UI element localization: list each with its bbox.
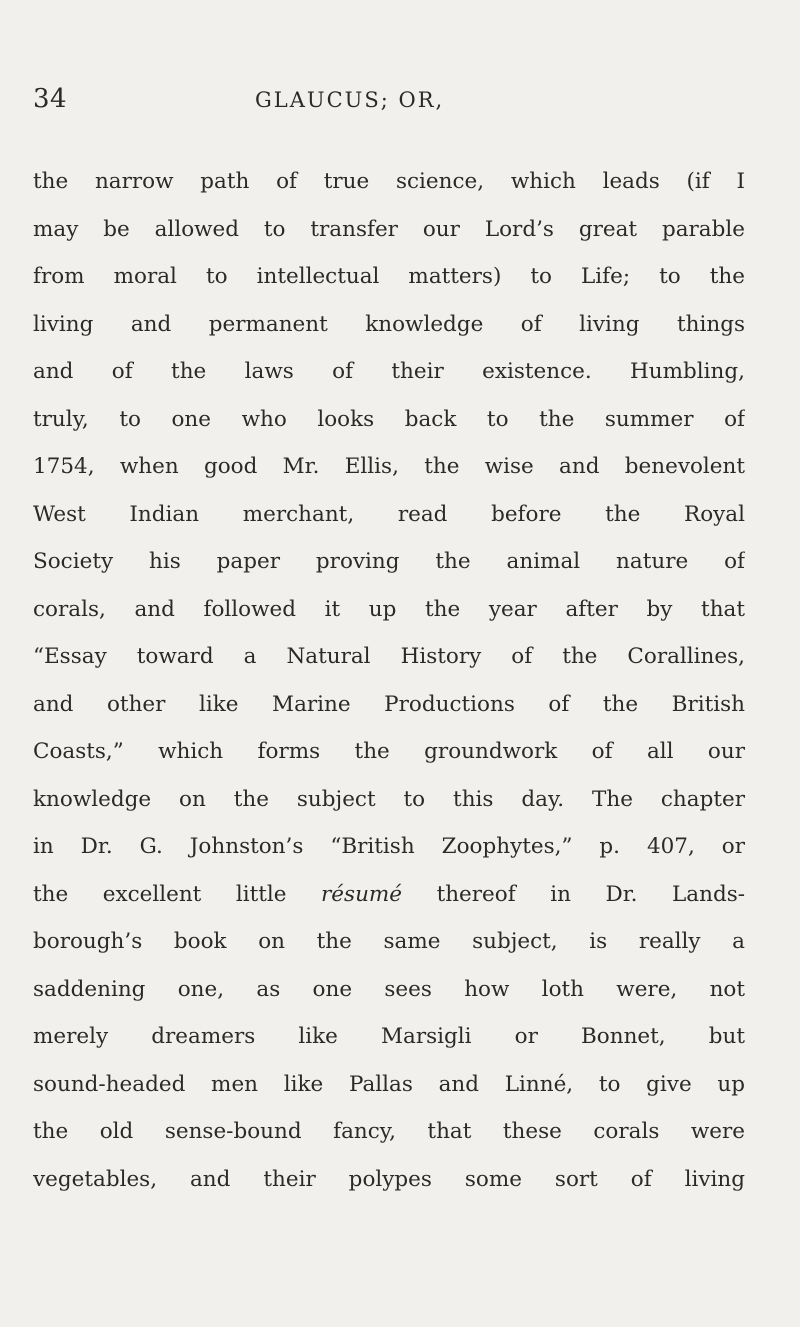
text-line: Coasts,” which forms the groundwork of all our: [33, 739, 745, 764]
text-line: and other like Marine Productions of the British: [33, 691, 745, 717]
text-line: truly, to one who looks back to the summer of: [33, 406, 745, 432]
text-line: sound-headed men like Pallas and Linné, to give up: [33, 1071, 745, 1097]
text-line: “Essay toward a Natural History of the Corallines,: [33, 644, 745, 669]
page-number: 34: [33, 84, 68, 114]
body-text: [33, 158, 745, 1203]
text-line: and of the laws of their existence. Humbling,: [33, 359, 745, 384]
text-line: living and permanent knowledge of living things: [33, 311, 745, 337]
text-line: vegetables, and their polypes some sort of living: [33, 1166, 745, 1192]
text-line: knowledge on the subject to this day. The chapter: [33, 786, 745, 812]
italic-word: résumé: [321, 881, 403, 907]
running-head: GLAUCUS; OR,: [255, 88, 445, 112]
text-line: borough’s book on the same subject, is really a: [33, 929, 745, 954]
text-line: in Dr. G. Johnston’s “British Zoophytes,” p. 407, or: [33, 834, 745, 859]
text-line: corals, and followed it up the year after by that: [33, 596, 745, 622]
text-line: may be allowed to transfer our Lord’s great parable: [33, 216, 745, 242]
text-line: the narrow path of true science, which leads (if I: [33, 169, 745, 194]
text-line: merely dreamers like Marsigli or Bonnet, but: [33, 1024, 745, 1049]
text-line: the excellent little résumé thereof in Dr. Lands-: [33, 881, 745, 907]
page-header: [0, 84, 800, 124]
text-line: West Indian merchant, read before the Royal: [33, 501, 745, 527]
text-line: from moral to intellectual matters) to Life; to the: [33, 264, 745, 289]
text-line: 1754, when good Mr. Ellis, the wise and benevolent: [33, 454, 745, 479]
text-line: the old sense-bound fancy, that these corals were: [33, 1119, 745, 1144]
text-line: Society his paper proving the animal nature of: [33, 549, 745, 574]
text-line: saddening one, as one sees how loth were, not: [33, 976, 745, 1002]
